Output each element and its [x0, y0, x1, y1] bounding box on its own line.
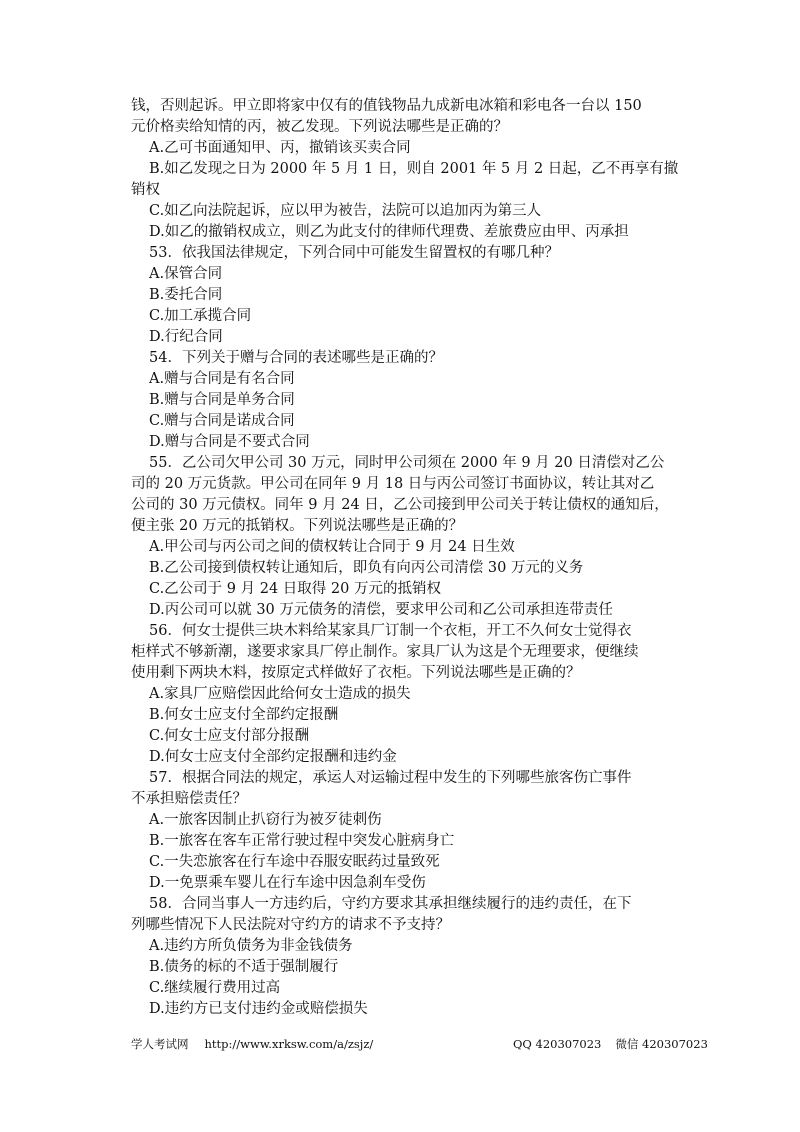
text-line: D.如乙的撤销权成立，则乙为此支付的律师代理费、差旅费应由甲、丙承担: [149, 224, 629, 240]
text-line: B.债务的标的不适于强制履行: [149, 959, 339, 975]
text-line: C.乙公司于 9 月 24 日取得 20 万元的抵销权: [149, 581, 441, 597]
text-line: 54．下列关于赠与合同的表述哪些是正确的？: [149, 350, 443, 366]
text-line: 不承担赔偿责任？: [131, 791, 247, 807]
text-line: 销权: [131, 182, 160, 198]
text-line: D.赠与合同是不要式合同: [149, 434, 310, 450]
text-line: 使用剩下两块木料，按原定式样做好了衣柜。下列说法哪些是正确的？: [131, 665, 581, 681]
footer-contacts: [513, 1036, 708, 1052]
text-line: B.一旅客在客车正常行驶过程中突发心脏病身亡: [149, 833, 455, 849]
text-line: 列哪些情况下人民法院对守约方的请求不予支持？: [131, 917, 450, 933]
text-line: A.保管合同: [149, 266, 223, 282]
text-line: 58．合同当事人一方违约后，守约方要求其承担继续履行的违约责任，在下: [149, 896, 632, 912]
text-line: C.如乙向法院起诉，应以甲为被告，法院可以追加丙为第三人: [149, 203, 542, 219]
text-line: C.何女士应支付部分报酬: [149, 728, 310, 744]
text-line: 57．根据合同法的规定，承运人对运输过程中发生的下列哪些旅客伤亡事件: [149, 770, 632, 786]
text-line: 公司的 30 万元债权。同年 9 月 24 日，乙公司接到甲公司关于转让债权的通知后，: [131, 497, 669, 513]
footer-qq: QQ 420307023: [513, 1037, 602, 1051]
text-line: 元价格卖给知情的丙，被乙发现。下列说法哪些是正确的？: [131, 119, 508, 135]
text-line: B.赠与合同是单务合同: [149, 392, 295, 408]
text-line: A.家具厂应赔偿因此给何女士造成的损失: [149, 686, 411, 702]
text-line: 司的 20 万元货款。甲公司在同年 9 月 18 日与丙公司签订书面协议，转让其对乙: [131, 476, 655, 492]
text-line: B.何女士应支付全部约定报酬: [149, 707, 339, 723]
text-line: A.违约方所负债务为非金钱债务: [149, 938, 353, 954]
text-line: C.赠与合同是诺成合同: [149, 413, 295, 429]
text-line: B.如乙发现之日为 2000 年 5 月 1 日，则自 2001 年 5 月 2 日起，乙不再享有撤: [149, 161, 679, 177]
text-line: D.丙公司可以就 30 万元债务的清偿，要求甲公司和乙公司承担连带责任: [149, 602, 613, 618]
text-line: D.一免票乘车婴儿在行车途中因急刹车受伤: [149, 875, 426, 891]
text-line: A.赠与合同是有名合同: [149, 371, 295, 387]
text-line: C.一失恋旅客在行车途中吞服安眠药过量致死: [149, 854, 440, 870]
text-line: A.乙可书面通知甲、丙，撤销该买卖合同: [149, 140, 411, 156]
text-line: 56．何女士提供三块木料给某家具厂订制一个衣柜，开工不久何女士觉得衣: [149, 623, 632, 639]
text-line: D.违约方已支付违约金或赔偿损失: [149, 1001, 368, 1017]
text-line: C.继续履行费用过高: [149, 980, 281, 996]
text-line: A.一旅客因制止扒窃行为被歹徒刺伤: [149, 812, 382, 828]
text-line: C.加工承揽合同: [149, 308, 252, 324]
footer-left: [131, 1036, 373, 1052]
text-line: B.委托合同: [149, 287, 223, 303]
footer-wechat: 微信 420307023: [615, 1037, 708, 1051]
text-line: D.何女士应支付全部约定报酬和违约金: [149, 749, 397, 765]
text-line: D.行纪合同: [149, 329, 223, 345]
text-line: B.乙公司接到债权转让通知后，即负有向丙公司清偿 30 万元的义务: [149, 560, 584, 576]
document-body: [131, 96, 679, 1020]
page-footer: [131, 1036, 708, 1052]
text-line: 便主张 20 万元的抵销权。下列说法哪些是正确的？: [131, 518, 464, 534]
text-line: 钱，否则起诉。甲立即将家中仅有的值钱物品九成新电冰箱和彩电各一台以 150: [131, 98, 642, 114]
footer-url: http://www.xrksw.com/a/zsjz/: [204, 1037, 374, 1051]
text-line: 柜样式不够新潮，遂要求家具厂停止制作。家具厂认为这是个无理要求，便继续: [131, 644, 639, 660]
text-line: 55．乙公司欠甲公司 30 万元，同时甲公司须在 2000 年 9 月 20 日清偿对乙公: [149, 455, 665, 471]
text-line: 53．依我国法律规定，下列合同中可能发生留置权的有哪几种？: [149, 245, 559, 261]
footer-site-name: 学人考试网: [131, 1037, 189, 1051]
text-line: A.甲公司与丙公司之间的债权转让合同于 9 月 24 日生效: [149, 539, 515, 555]
